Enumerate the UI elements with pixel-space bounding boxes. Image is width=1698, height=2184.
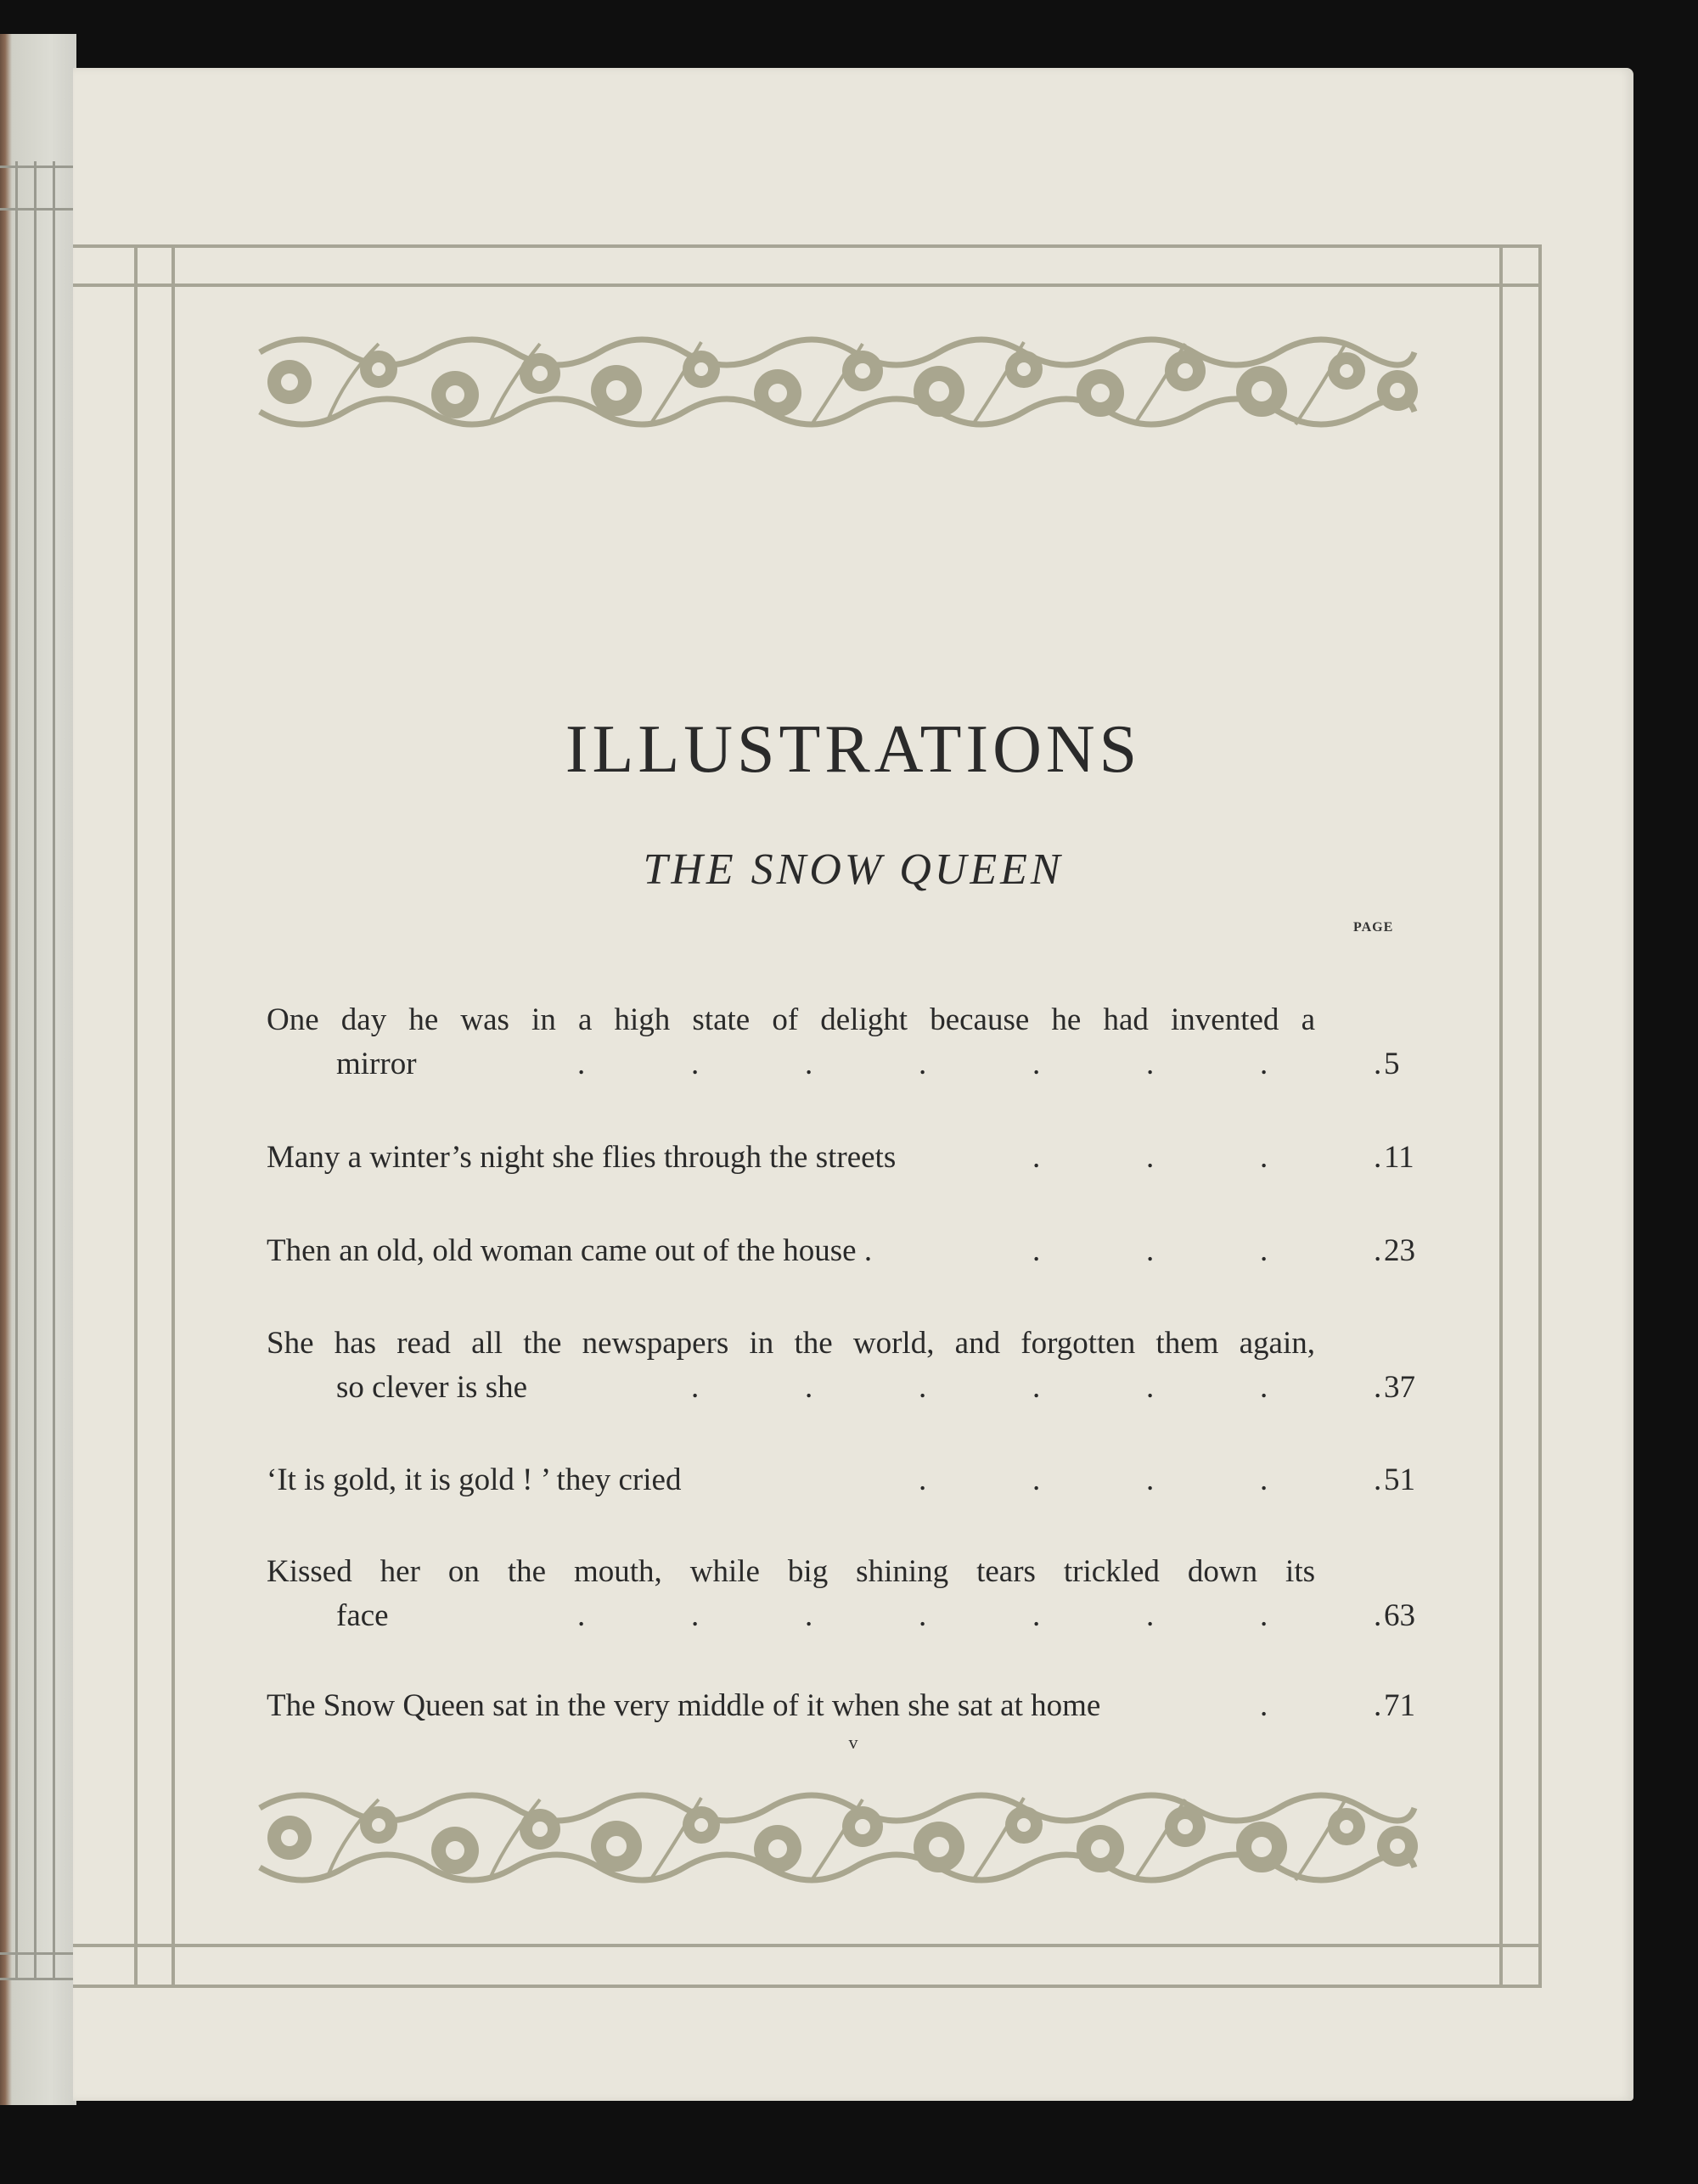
entry-caption-continuation: face	[336, 1598, 389, 1633]
entry-caption-line: Then an old, old woman came out of the house .	[267, 1233, 873, 1268]
leader-dot: .	[1146, 1047, 1155, 1081]
leader-dot: .	[1260, 1140, 1268, 1175]
entry-caption-continuation: so clever is she	[336, 1370, 528, 1405]
page-heading: ILLUSTRATIONS	[565, 712, 1142, 787]
leader-dot: .	[1374, 1370, 1382, 1405]
leader-dot: .	[1260, 1370, 1268, 1405]
illustration-entry	[267, 1553, 1472, 1642]
page-folio: v	[848, 1732, 858, 1753]
leader-dot: .	[1146, 1140, 1155, 1175]
entry-caption-line: ‘It is gold, it is gold ! ’ they cried	[267, 1463, 682, 1497]
dot-leader	[267, 1597, 1382, 1642]
illustration-entry	[267, 1462, 1472, 1506]
illustration-entry	[267, 1002, 1472, 1090]
leader-dot: .	[1260, 1688, 1268, 1723]
leader-dot: .	[919, 1463, 927, 1497]
leader-dot: .	[805, 1598, 813, 1633]
leader-dot: .	[691, 1598, 700, 1633]
leader-dot: .	[805, 1047, 813, 1081]
leader-dot: .	[1260, 1047, 1268, 1081]
dot-leader	[267, 1139, 1382, 1183]
leader-dot: .	[1032, 1140, 1041, 1175]
leader-dot: .	[1260, 1233, 1268, 1268]
entry-page-number: 5	[1384, 1047, 1400, 1081]
leader-dot: .	[1374, 1688, 1382, 1723]
entry-caption-line: One day he was in a high state of delight because he had invented a	[267, 1002, 1315, 1037]
entry-caption-continuation: mirror	[336, 1047, 417, 1081]
leader-dot: .	[691, 1370, 700, 1405]
leader-dot: .	[919, 1047, 927, 1081]
entry-caption-line: She has read all the newspapers in the world, and forgotten them again,	[267, 1326, 1315, 1361]
book-page	[73, 68, 1633, 2101]
leader-dot: .	[1374, 1463, 1382, 1497]
page-column-label: PAGE	[1353, 920, 1394, 935]
leader-dot: .	[1032, 1370, 1041, 1405]
entry-page-number: 23	[1384, 1233, 1415, 1268]
entry-page-number: 37	[1384, 1370, 1415, 1405]
leader-dot: .	[1146, 1463, 1155, 1497]
leader-dot: .	[577, 1598, 586, 1633]
top-floral-ornament	[251, 318, 1423, 446]
leader-dot: .	[805, 1370, 813, 1405]
entry-page-number: 51	[1384, 1463, 1415, 1497]
dot-leader	[267, 1369, 1382, 1413]
leader-dot: .	[1374, 1140, 1382, 1175]
leader-dot: .	[1146, 1233, 1155, 1268]
leader-dot: .	[1374, 1047, 1382, 1081]
dot-leader	[267, 1232, 1382, 1277]
illustration-entry	[267, 1139, 1472, 1183]
previous-page-edge	[0, 34, 76, 2105]
dot-leader	[267, 1462, 1382, 1506]
leader-dot: .	[1032, 1463, 1041, 1497]
section-subheading: THE SNOW QUEEN	[643, 845, 1064, 894]
leader-dot: .	[1032, 1598, 1041, 1633]
bottom-floral-ornament	[251, 1774, 1423, 1901]
leader-dot: .	[919, 1598, 927, 1633]
dot-leader	[267, 1046, 1382, 1090]
entry-caption-line: The Snow Queen sat in the very middle of it when she sat at home	[267, 1688, 1101, 1723]
leader-dot: .	[577, 1047, 586, 1081]
leader-dot: .	[1032, 1233, 1041, 1268]
illustration-entry	[267, 1232, 1472, 1277]
leader-dot: .	[1146, 1598, 1155, 1633]
entry-page-number: 11	[1384, 1140, 1414, 1175]
entry-caption-line: Many a winter’s night she flies through the streets	[267, 1140, 897, 1175]
leader-dot: .	[1260, 1598, 1268, 1633]
leader-dot: .	[1032, 1047, 1041, 1081]
leader-dot: .	[1146, 1370, 1155, 1405]
entry-page-number: 71	[1384, 1688, 1415, 1723]
leader-dot: .	[1374, 1598, 1382, 1633]
illustration-entry	[267, 1325, 1472, 1413]
leader-dot: .	[1260, 1463, 1268, 1497]
leader-dot: .	[691, 1047, 700, 1081]
illustration-entry	[267, 1687, 1472, 1732]
entry-page-number: 63	[1384, 1598, 1415, 1633]
leader-dot: .	[919, 1370, 927, 1405]
leader-dot: .	[1374, 1233, 1382, 1268]
entry-caption-line: Kissed her on the mouth, while big shining tears trickled down its	[267, 1554, 1315, 1589]
dot-leader	[267, 1687, 1382, 1732]
